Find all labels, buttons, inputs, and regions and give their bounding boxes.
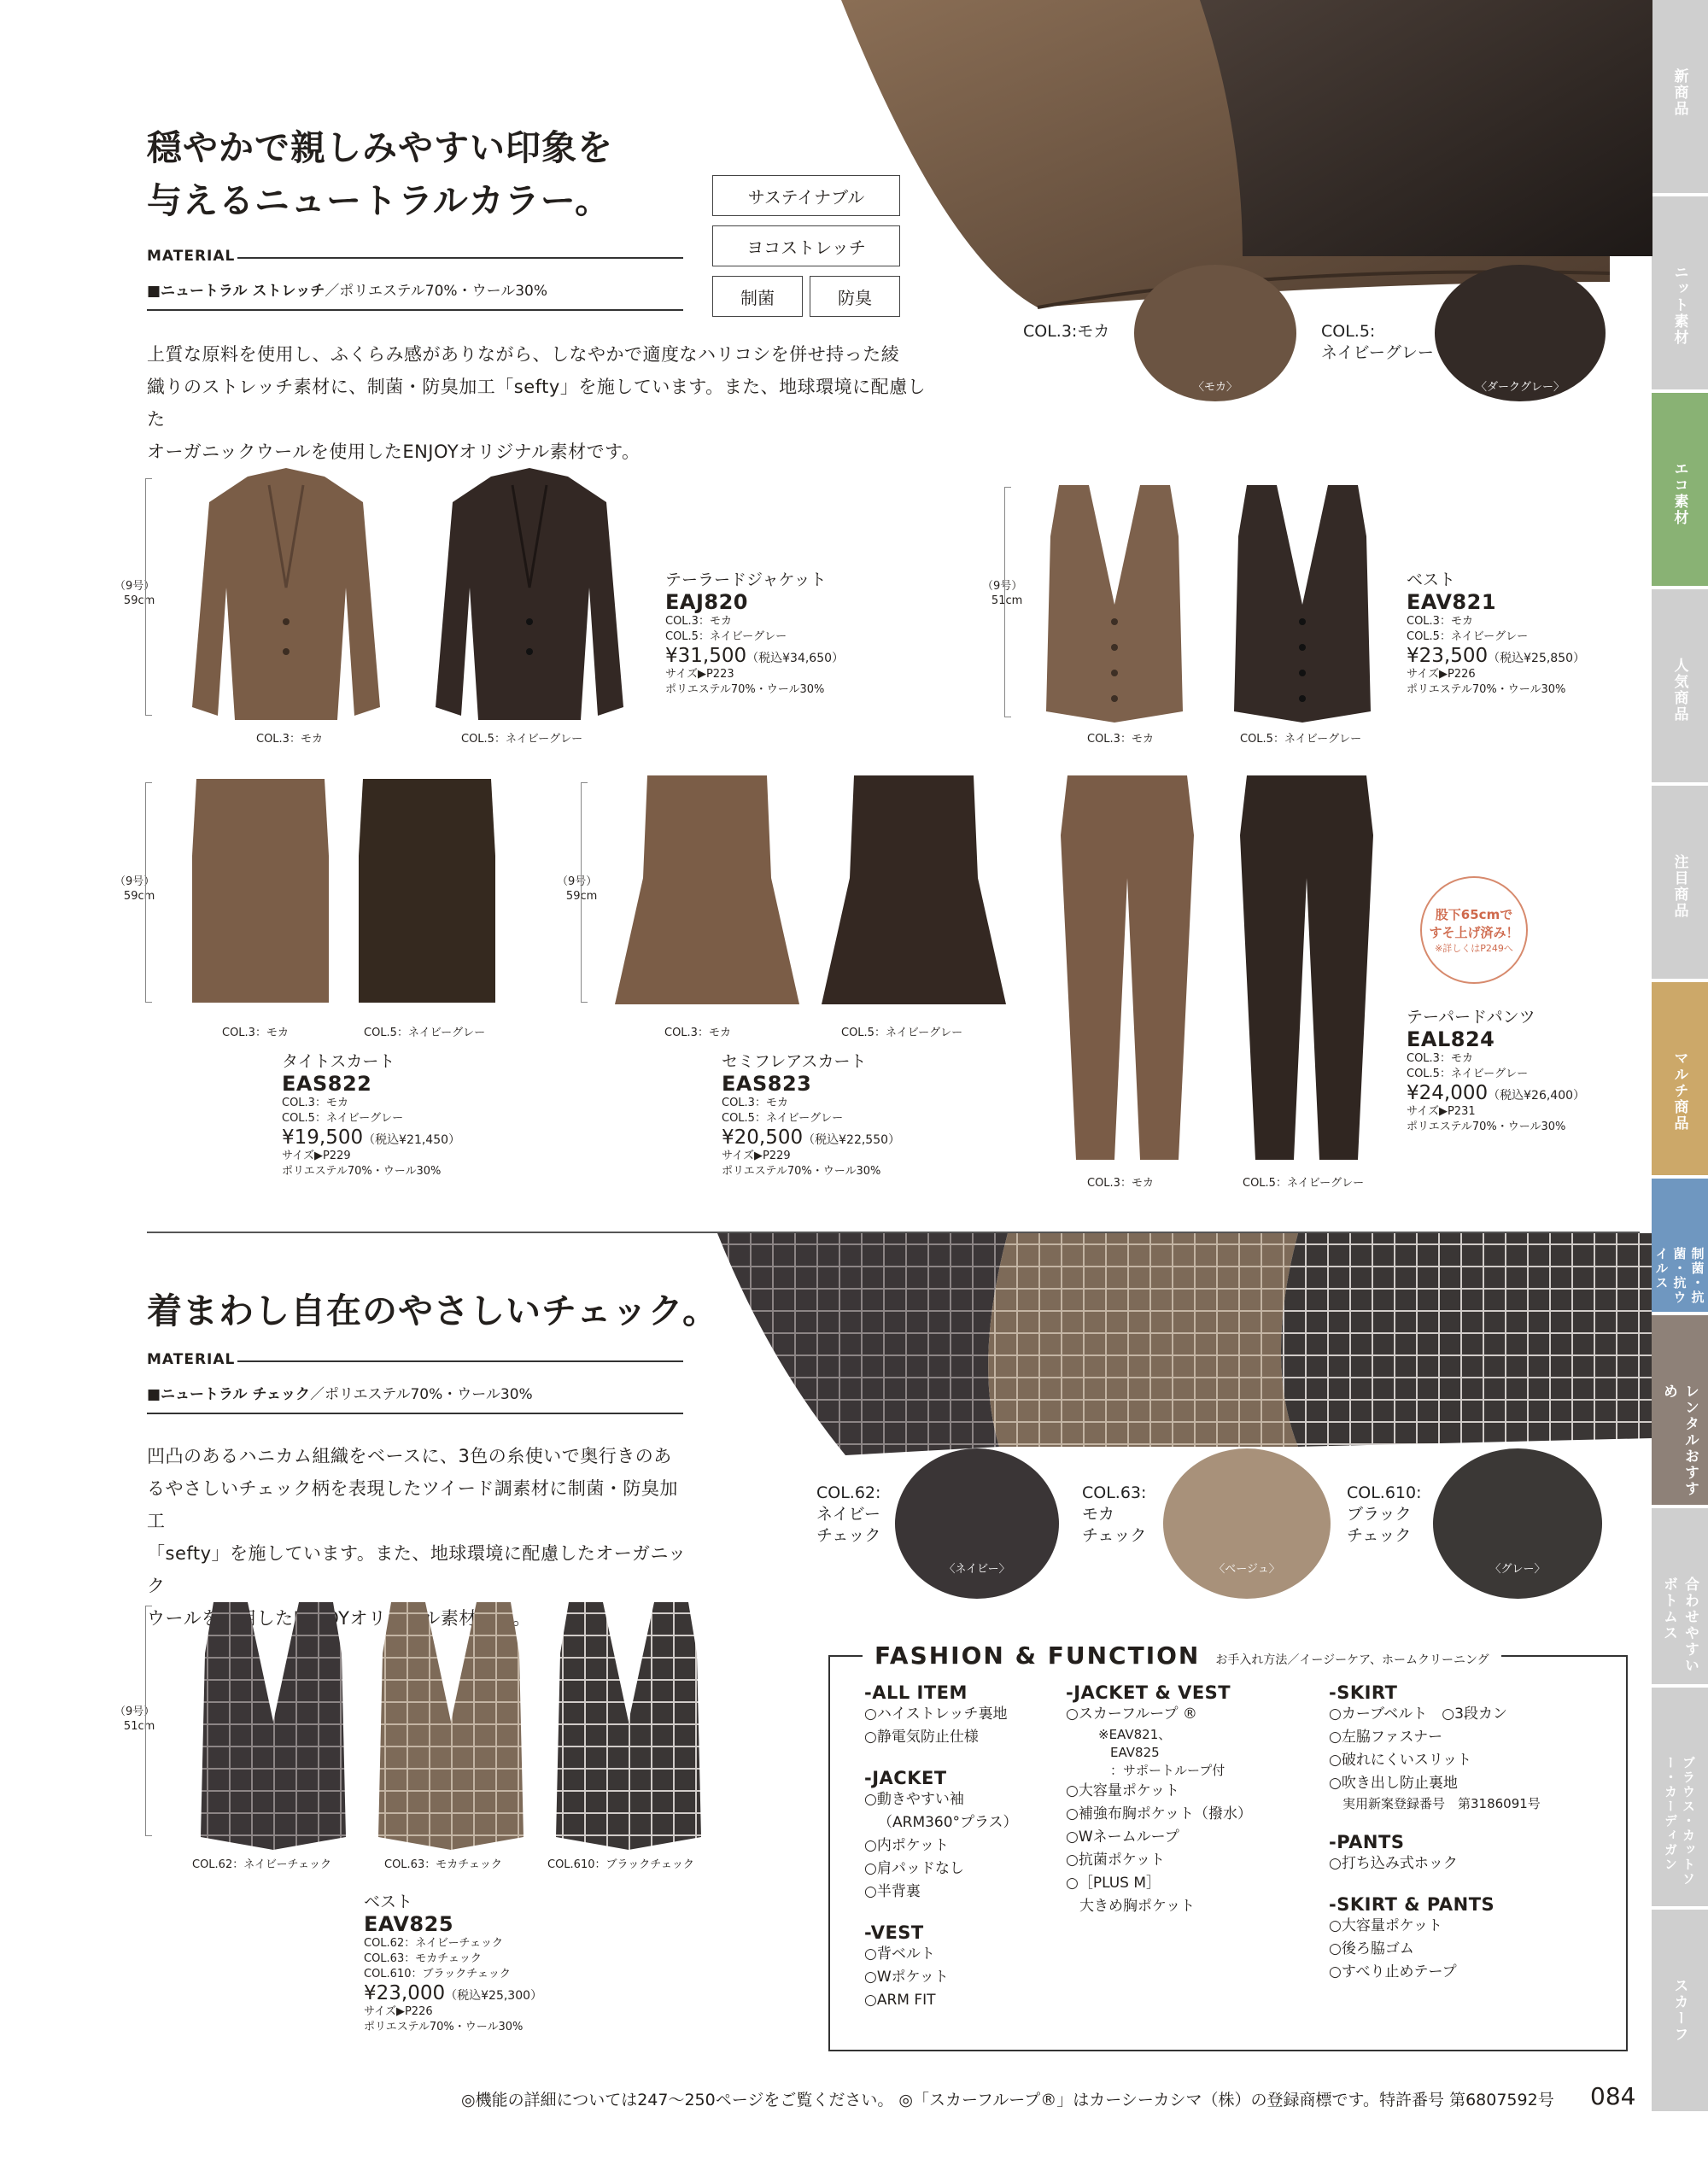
side-tab-label: エコ素材 [1670, 461, 1688, 526]
side-tab-label: マルチ商品 [1670, 1050, 1688, 1132]
side-tab-label: スカーフ [1670, 1978, 1688, 2043]
vest-info: ベスト EAV821 COL.3：モカ COL.5：ネイビーグレー ¥23,500（税込¥25,850） サイズ▶P226 ポリエステル70%・ウール30% [1407, 570, 1586, 696]
tight-skirt-measure: （9号） 59cm [114, 875, 155, 903]
side-index-tabs [1652, 0, 1708, 2159]
check-vest-navy-image [196, 1602, 350, 1852]
hemmed-badge: 股下65cmで すそ上げ済み！ ※詳しくはP249へ [1420, 876, 1528, 984]
swatch-label-navygray: COL.5: ネイビーグレー [1321, 322, 1434, 362]
side-tab-label: 合わせやすいボトムス [1660, 1577, 1699, 1674]
jacket-navygray-image [427, 468, 632, 724]
jacket-info: テーラードジャケット EAJ820 COL.3：モカ COL.5：ネイビーグレー ¥31,500（税込¥34,650） サイズ▶P223 ポリエステル70%・ウール30% [665, 570, 845, 696]
side-tab-label: ブラウス・カットソー・カーディガン [1663, 1756, 1696, 1887]
material2-label: MATERIAL [147, 1351, 236, 1368]
check-swatch-label-black: COL.610: ブラック チェック [1347, 1483, 1422, 1545]
material2-rule [237, 1360, 683, 1362]
side-tab-label: ニット素材 [1670, 265, 1688, 346]
page-number: 084 [1590, 2082, 1636, 2110]
side-tab-4[interactable] [1652, 589, 1708, 782]
material-rule [237, 257, 683, 259]
section2-description: 凹凸のあるハニカム組織をベースに、3色の糸使いで奥行きのあ るやさしいチェック柄を表現したツイード調素材に制菌・防臭加工 「sefty」を施しています。また、地球環境に配慮したオーガニック ウールを使用したENJOYオリジナル素材です。 [147, 1446, 687, 1629]
side-tab-label: レンタルおすすめ [1660, 1384, 1699, 1497]
side-tab-11[interactable] [1652, 1910, 1708, 2111]
jacket-moca-image [184, 468, 389, 724]
check-vest-black-image [552, 1602, 705, 1852]
check-swatch-tag-beige: 〈ベージュ〉 [1214, 1563, 1280, 1576]
flare-skirt-caption-moca: COL.3：モカ [664, 1027, 731, 1039]
vest-navygray-image [1230, 485, 1375, 724]
side-tab-7[interactable] [1652, 1179, 1708, 1312]
material-label: MATERIAL [147, 248, 236, 265]
tag-yoko-stretch: ヨコストレッチ [712, 225, 900, 266]
swatch-tag-darkgray: 〈ダークグレー〉 [1475, 381, 1565, 394]
section1-description: 上質な原料を使用し、ふくらみ感がありながら、しなやかで適度なハリコシを併せ持った綾 織りのストレッチ素材に、制菌・防臭加工「sefty」を施しています。また、地球環境に配慮した オーガニックウールを使用したENJOYオリジナル素材です。 [147, 344, 927, 462]
check-swatch-tag-gray: 〈グレー〉 [1489, 1563, 1546, 1576]
flare-skirt-navygray-image [820, 775, 1008, 1010]
flare-skirt-caption-navygray: COL.5：ネイビーグレー [841, 1027, 963, 1039]
side-tab-5[interactable] [1652, 786, 1708, 979]
pants-caption-moca: COL.3：モカ [1087, 1177, 1154, 1190]
tight-skirt-caption-moca: COL.3：モカ [222, 1027, 289, 1039]
side-tab-label: 新商品 [1670, 68, 1688, 117]
check-vest-caption-navy: COL.62：ネイビーチェック [192, 1858, 332, 1871]
section2-heading: 着まわし自在のやさしいチェック。 [147, 1290, 719, 1331]
check-swatch-navy [895, 1448, 1059, 1599]
vest-caption-moca: COL.3：モカ [1087, 733, 1154, 746]
check-vest-caption-black: COL.610：ブラックチェック [547, 1858, 694, 1871]
flare-skirt-moca-image [613, 775, 801, 1010]
side-tab-6[interactable] [1652, 982, 1708, 1175]
jacket-caption-moca: COL.3：モカ [256, 733, 323, 746]
side-tab-8[interactable] [1652, 1315, 1708, 1505]
vest-measure-bracket [1004, 487, 1011, 717]
flare-skirt-info: セミフレアスカート EAS823 COL.3：モカ COL.5：ネイビーグレー ¥20,500（税込¥22,550） サイズ▶P229 ポリエステル70%・ウール30% [722, 1052, 901, 1178]
pants-caption-navygray: COL.5：ネイビーグレー [1243, 1177, 1365, 1190]
fabric-photo-check [717, 1233, 1652, 1472]
side-tab-9[interactable] [1652, 1508, 1708, 1684]
pants-moca-image [1059, 775, 1196, 1168]
check-vest-caption-moca: COL.63：モカチェック [384, 1858, 502, 1871]
pants-navygray-image [1238, 775, 1375, 1168]
footer-note: ◎機能の詳細については247～250ページをご覧ください。 ◎「スカーフループ®」はカーシーカシマ（株）の登録商標です。特許番号 第6807592号 [461, 2091, 1554, 2109]
side-tab-label: 人気商品 [1670, 658, 1688, 723]
tag-antibacterial: 制菌 [712, 276, 803, 317]
side-tab-10[interactable] [1652, 1688, 1708, 1906]
check-vest-info: ベスト EAV825 COL.62：ネイビーチェック COL.63：モカチェック COL.610：ブラックチェック ¥23,000（税込¥25,300） サイズ▶P226 ポリエステル70%・ウール30% [364, 1893, 543, 2033]
side-tab-label: 注目商品 [1670, 854, 1688, 919]
flare-skirt-measure: （9号） 59cm [557, 875, 598, 903]
vest-measure: （9号） 51cm [982, 580, 1023, 607]
check-swatch-label-moca: COL.63: モカ チェック [1082, 1483, 1147, 1545]
check-vest-measure-bracket [145, 1606, 152, 1836]
fn-col-2: -JACKET & VEST ○スカーフループ ® ※EAV821、 EAV825 ：サポートループ付 ○大容量ポケット ○補強布胸ポケット（撥水） ○Wネームループ ○抗菌ポケット ○［PLUS M］ 大きめ胸ポケット [1066, 1682, 1252, 1915]
pants-info: テーパードパンツ EAL824 COL.3：モカ COL.5：ネイビーグレー ¥24,000（税込¥26,400） サイズ▶P231 ポリエステル70%・ウール30% [1407, 1008, 1586, 1133]
check-swatch-moca [1163, 1448, 1331, 1599]
flare-skirt-measure-bracket [581, 782, 588, 1003]
fn-col-3: -SKIRT ○カーブベルト ○3段カン ○左脇ファスナー ○破れにくいスリット ○吹き出し防止裏地 実用新案登録番号 第3186091号 -PANTS ○打ち込み式ホック -SKIRT & PANTS ○大容量ポケット ○後ろ脇ゴム ○すべり止めテープ [1329, 1682, 1541, 1981]
vest-moca-image [1042, 485, 1187, 724]
side-tab-label: 制菌・抗菌・抗ウイルス [1653, 1247, 1705, 1305]
tight-skirt-caption-navygray: COL.5：ネイビーグレー [364, 1027, 486, 1039]
jacket-measure-bracket [145, 478, 152, 716]
tag-sustainable: サステイナブル [712, 175, 900, 216]
material2-info: ■ニュートラル チェック／ポリエステル70%・ウール30% [147, 1386, 533, 1403]
swatch-tag-moca: 〈モカ〉 [1192, 381, 1237, 394]
jacket-measure: （9号） 59cm [114, 580, 155, 607]
tight-skirt-moca-image [188, 779, 333, 1009]
check-swatch-label-navy: COL.62: ネイビー チェック [816, 1483, 881, 1545]
check-swatch-black [1433, 1448, 1602, 1599]
check-swatch-tag-navy: 〈ネイビー〉 [944, 1563, 1010, 1576]
material2-rule-bottom [147, 1413, 683, 1414]
tight-skirt-measure-bracket [145, 782, 152, 1003]
side-tab-2[interactable] [1652, 196, 1708, 389]
side-tab-3[interactable] [1652, 393, 1708, 586]
tag-deodorant: 防臭 [810, 276, 900, 317]
material-rule-bottom [147, 309, 683, 311]
jacket-caption-navygray: COL.5：ネイビーグレー [461, 733, 583, 746]
side-tab-1[interactable] [1652, 0, 1708, 193]
material-info: ■ニュートラル ストレッチ／ポリエステル70%・ウール30% [147, 283, 548, 300]
fashion-function-header: FASHION & FUNCTION お手入れ方法／イージーケア、ホームクリーニング [863, 1641, 1501, 1670]
check-vest-moca-image [374, 1602, 528, 1852]
fn-col-1: -ALL ITEM ○ハイストレッチ裏地 ○静電気防止仕様 -JACKET ○動きやすい袖 （ARM360°プラス） ○内ポケット ○肩パッドなし ○半背裏 -VEST ○背ベルト ○Wポケット ○ARM FIT [864, 1682, 1018, 2009]
tight-skirt-navygray-image [354, 779, 500, 1009]
swatch-label-moca: COL.3:モカ [1023, 322, 1110, 341]
vest-caption-navygray: COL.5：ネイビーグレー [1240, 733, 1362, 746]
tight-skirt-info: タイトスカート EAS822 COL.3：モカ COL.5：ネイビーグレー ¥19,500（税込¥21,450） サイズ▶P229 ポリエステル70%・ウール30% [282, 1052, 461, 1178]
section1-heading: 穏やかで親しみやすい印象を 与えるニュートラルカラー。 [147, 127, 613, 221]
check-vest-measure: （9号） 51cm [114, 1706, 155, 1733]
